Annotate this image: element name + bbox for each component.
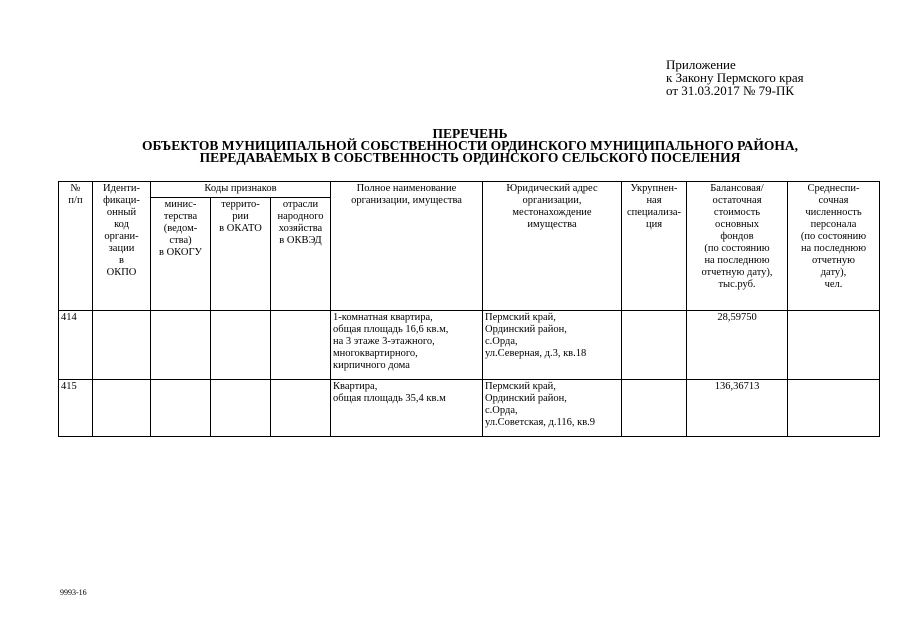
cell-territory — [211, 311, 271, 380]
header-territory: террито- рии в ОКАТО — [211, 198, 271, 311]
header-address: Юридический адрес организации, местонахождение имущества — [483, 182, 622, 311]
cell-staff — [788, 380, 880, 437]
header-industry: отрасли народного хозяйства в ОКВЭД — [271, 198, 331, 311]
table-row — [59, 380, 880, 437]
cell-industry — [271, 311, 331, 380]
cell-name: Квартира, общая площадь 35,4 кв.м — [331, 380, 483, 437]
cell-ident — [93, 380, 151, 437]
cell-ident — [93, 311, 151, 380]
document-code: 9993-16 — [60, 588, 87, 597]
cell-balance: 28,59750 — [687, 311, 788, 380]
header-num: № п/п — [59, 182, 93, 311]
title-line: ПЕРЕЧЕНЬ — [432, 126, 508, 141]
cell-specialization — [622, 311, 687, 380]
title-line: ОБЪЕКТОВ МУНИЦИПАЛЬНОЙ СОБСТВЕННОСТИ ОРДИНСКОГО МУНИЦИПАЛЬНОГО РАЙОНА, — [142, 138, 798, 153]
cell-specialization — [622, 380, 687, 437]
table-row — [59, 311, 880, 380]
cell-ministry — [151, 380, 211, 437]
title-line: ПЕРЕДАВАЕМЫХ В СОБСТВЕННОСТЬ ОРДИНСКОГО СЕЛЬСКОГО ПОСЕЛЕНИЯ — [199, 150, 741, 165]
cell-address: Пермский край, Ординский район, с.Орда, ул.Советская, д.116, кв.9 — [483, 380, 622, 437]
header-codes: Коды признаков — [151, 182, 331, 198]
cell-ministry — [151, 311, 211, 380]
cell-industry — [271, 380, 331, 437]
cell-num: 414 — [59, 311, 93, 380]
header-staff: Среднеспи- сочная численность персонала (по состоянию на последнюю отчетную дату), чел. — [788, 182, 880, 311]
cell-staff — [788, 311, 880, 380]
header-balance: Балансовая/ остаточная стоимость основных фондов (по состоянию на последнюю отчетную дату), тыс.руб. — [687, 182, 788, 311]
header-row — [59, 182, 880, 198]
appendix-note — [666, 58, 804, 97]
appendix-line: Приложение — [666, 57, 736, 72]
cell-address: Пермский край, Ординский район, с.Орда, ул.Северная, д.3, кв.18 — [483, 311, 622, 380]
appendix-line: от 31.03.2017 № 79-ПК — [666, 83, 795, 98]
document-title — [60, 128, 880, 164]
property-table — [58, 181, 880, 437]
header-specialization: Укрупнен- ная специализа- ция — [622, 182, 687, 311]
cell-balance: 136,36713 — [687, 380, 788, 437]
cell-territory — [211, 380, 271, 437]
cell-num: 415 — [59, 380, 93, 437]
header-ident: Иденти- фикаци- онный код органи- зации в ОКПО — [93, 182, 151, 311]
header-name: Полное наименование организации, имущества — [331, 182, 483, 311]
header-ministry: минис- терства (ведом- ства) в ОКОГУ — [151, 198, 211, 311]
appendix-line: к Закону Пермского края — [666, 70, 804, 85]
cell-name: 1-комнатная квартира, общая площадь 16,6 кв.м, на 3 этаже 3-этажного, многоквартирного, кирпичного дома — [331, 311, 483, 380]
